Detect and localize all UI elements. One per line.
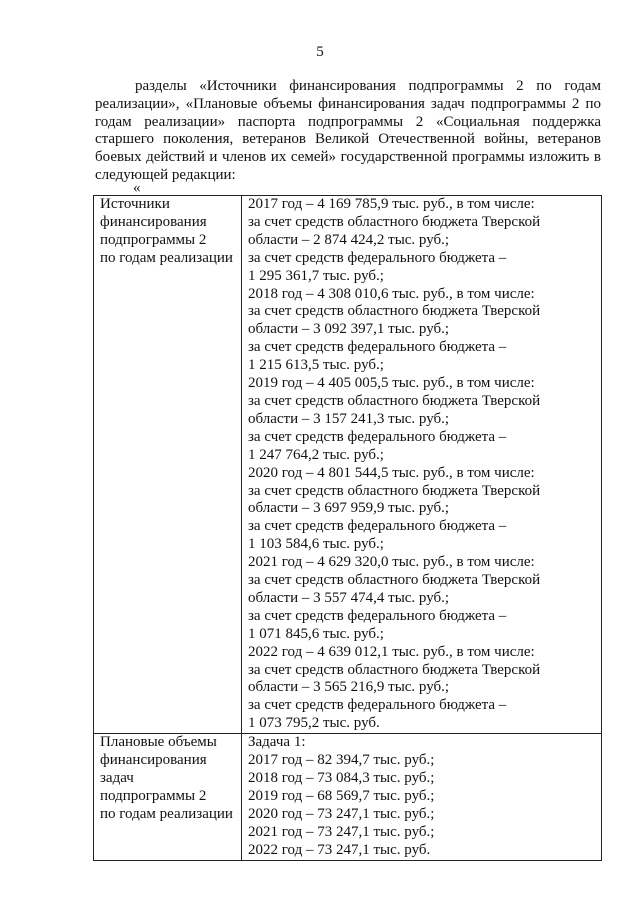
row-value-line: 2020 год – 73 247,1 тыс. руб.; bbox=[248, 805, 435, 822]
row-value-line: области – 2 874 424,2 тыс. руб.; bbox=[248, 231, 450, 248]
row-value-line: области – 3 697 959,9 тыс. руб.; bbox=[248, 500, 450, 517]
row-label-line: Источники bbox=[100, 196, 170, 212]
row-value-line: 2022 год – 73 247,1 тыс. руб. bbox=[248, 841, 431, 858]
row-value-line: 2019 год – 4 405 005,5 тыс. руб., в том числе: bbox=[248, 375, 535, 392]
row-value-line: 2018 год – 73 084,3 тыс. руб.; bbox=[248, 770, 435, 786]
row-value-line: 2018 год – 4 308 010,6 тыс. руб., в том числе: bbox=[248, 285, 535, 302]
page-number: 5 bbox=[316, 44, 324, 60]
table-row bbox=[94, 196, 602, 734]
row-value-line: 1 215 613,5 тыс. руб.; bbox=[248, 357, 384, 374]
row-label-line: по годам реализации bbox=[100, 249, 233, 266]
row-value-cell bbox=[242, 734, 602, 860]
row-value-line: 1 103 584,6 тыс. руб.; bbox=[248, 536, 384, 553]
intro-paragraph: разделы «Источники финансирования подпрограммы 2 по годам реализации», «Плановые объемы финансирования задач подпрограммы 2 по годам реализации» паспорта подпрограммы 2 «Социальная поддержка старшего поколения, ветеранов Великой Отечественной войны, ветеранов боевых действий и членов их семей» государственной программы изложить в следующей редакции: bbox=[95, 78, 601, 183]
table-row bbox=[94, 734, 602, 860]
row-label-cell bbox=[94, 196, 242, 734]
row-value-line: за счет средств областного бюджета Тверской bbox=[248, 482, 541, 499]
row-value-line: 2022 год – 4 639 012,1 тыс. руб., в том числе: bbox=[248, 643, 535, 660]
row-value-line: 2020 год – 4 801 544,5 тыс. руб., в том числе: bbox=[248, 464, 535, 481]
row-value-line: 2021 год – 73 247,1 тыс. руб.; bbox=[248, 823, 435, 840]
row-value-line: 2017 год – 82 394,7 тыс. руб.; bbox=[248, 752, 435, 769]
row-value-line: области – 3 157 241,3 тыс. руб.; bbox=[248, 410, 450, 427]
row-value-line: области – 3 557 474,4 тыс. руб.; bbox=[248, 589, 450, 606]
row-value-line: 2021 год – 4 629 320,0 тыс. руб., в том числе: bbox=[248, 554, 535, 571]
row-value-line: области – 3 565 216,9 тыс. руб.; bbox=[248, 679, 450, 696]
row-value-line: за счет средств федерального бюджета – bbox=[248, 697, 507, 714]
row-label-line: финансирования bbox=[100, 213, 207, 230]
row-value-line: за счет средств федерального бюджета – bbox=[248, 249, 507, 266]
row-value-line: 2017 год – 4 169 785,9 тыс. руб., в том числе: bbox=[248, 196, 535, 212]
row-value-line: 2019 год – 68 569,7 тыс. руб.; bbox=[248, 787, 435, 804]
row-label-line: финансирования bbox=[100, 752, 207, 769]
row-value-line: за счет средств федерального бюджета – bbox=[248, 518, 507, 535]
row-label-line: подпрограммы 2 bbox=[100, 231, 207, 248]
row-value-line: 1 073 795,2 тыс. руб. bbox=[248, 715, 380, 732]
row-value-line: за счет средств областного бюджета Тверской bbox=[248, 661, 541, 678]
row-label-line: Плановые объемы bbox=[100, 734, 217, 751]
row-value-line: Задача 1: bbox=[248, 734, 306, 751]
row-value-line: за счет средств федерального бюджета – bbox=[248, 607, 507, 624]
row-value-line: за счет средств областного бюджета Тверской bbox=[248, 213, 541, 230]
row-value-line: области – 3 092 397,1 тыс. руб.; bbox=[248, 321, 450, 338]
row-value-cell bbox=[242, 196, 602, 734]
row-value-line: за счет средств областного бюджета Тверской bbox=[248, 572, 541, 589]
row-label-line: задач bbox=[100, 770, 134, 786]
row-value-line: за счет средств областного бюджета Тверской bbox=[248, 392, 541, 409]
row-value-line: 1 071 845,6 тыс. руб.; bbox=[248, 625, 384, 642]
row-label-line: по годам реализации bbox=[100, 805, 233, 822]
row-value-line: за счет средств областного бюджета Тверской bbox=[248, 303, 541, 320]
row-label-line: подпрограммы 2 bbox=[100, 787, 207, 804]
row-label-cell bbox=[94, 734, 242, 860]
opening-quote: « bbox=[133, 180, 141, 196]
row-value-line: 1 295 361,7 тыс. руб.; bbox=[248, 267, 384, 284]
row-value-line: 1 247 764,2 тыс. руб.; bbox=[248, 446, 384, 463]
row-value-line: за счет средств федерального бюджета – bbox=[248, 339, 507, 356]
passport-table bbox=[93, 195, 602, 861]
row-value-line: за счет средств федерального бюджета – bbox=[248, 428, 507, 445]
